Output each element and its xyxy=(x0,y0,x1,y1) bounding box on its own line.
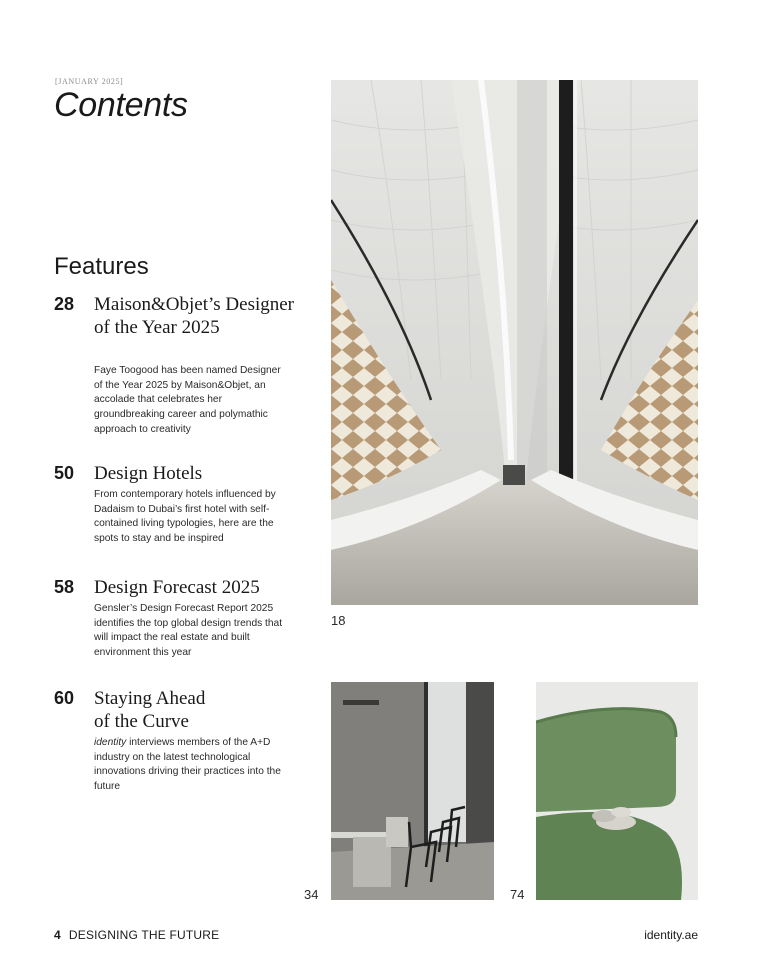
feature-title: Design Hotels xyxy=(94,463,203,484)
page-title: Contents xyxy=(54,86,188,124)
footer-section xyxy=(54,928,219,942)
footer-website-link[interactable]: identity.ae xyxy=(644,928,698,942)
magazine-name: identity xyxy=(94,737,127,748)
feature-description-text: interviews members of the A+D industry on the latest technological innovations driving their practices into the future xyxy=(94,737,281,793)
feature-page-number: 60 xyxy=(54,688,75,708)
image-page-number: 34 xyxy=(304,887,319,902)
feature-description: Gensler’s Design Forecast Report 2025 identifies the top global design trends that will impact the real estate and built environment this year xyxy=(94,603,283,659)
feature-title xyxy=(94,687,294,733)
feature-title-line: Staying Ahead xyxy=(94,688,206,709)
issue-date: [JANUARY 2025] xyxy=(55,77,124,86)
feature-title: Maison&Objet’s Designer of the Year 2025 xyxy=(94,294,295,338)
feature-photo-chairs[interactable] xyxy=(331,682,494,900)
feature-description: Faye Toogood has been named Designer of the Year 2025 by Maison&Objet, an accolade that celebrates her groundbreaking career and polymathic approach to creativity xyxy=(94,365,281,435)
section-heading-features: Features xyxy=(54,253,149,280)
feature-photo-architecture[interactable] xyxy=(331,80,698,605)
feature-photo-green-chair[interactable] xyxy=(536,682,698,900)
page-folio: 4 xyxy=(54,928,61,942)
footer-section-name: DESIGNING THE FUTURE xyxy=(68,928,220,942)
feature-page-number: 28 xyxy=(54,294,75,314)
image-page-number: 74 xyxy=(510,887,525,902)
feature-page-number: 58 xyxy=(54,577,75,597)
feature-description xyxy=(94,736,284,795)
feature-title-line: of the Curve xyxy=(94,711,189,732)
feature-page-number: 50 xyxy=(54,463,75,483)
feature-title: Design Forecast 2025 xyxy=(94,577,260,598)
image-page-number: 18 xyxy=(331,613,346,628)
feature-description: From contemporary hotels influenced by Dadaism to Dubai’s first hotel with self-contained living typologies, here are the spots to stay and be inspired xyxy=(94,489,276,545)
